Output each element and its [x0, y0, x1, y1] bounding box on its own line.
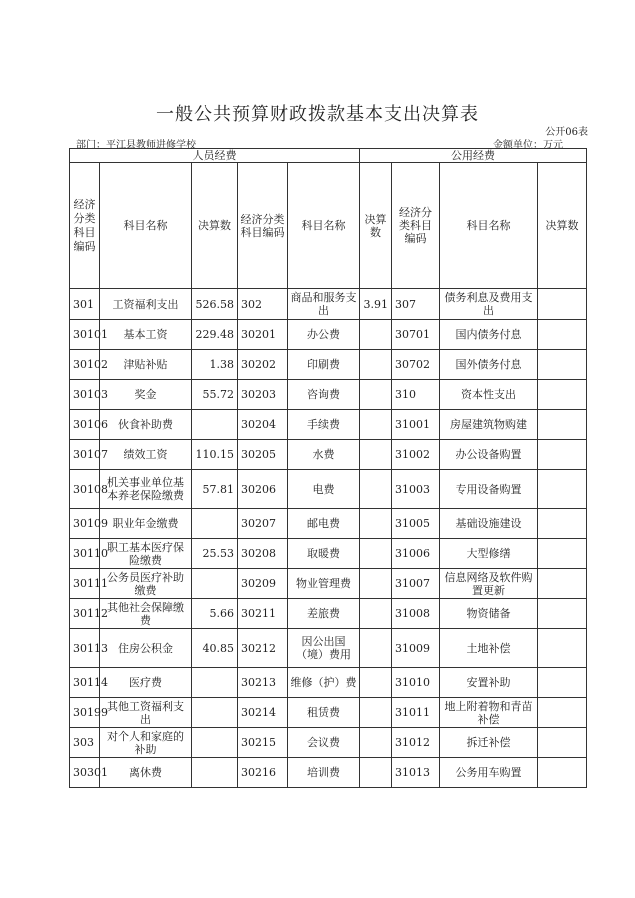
row-amount-1: 110.15: [192, 440, 238, 470]
row-code-1: 30111: [70, 569, 100, 599]
table-row: [70, 509, 587, 539]
row-name-2: 差旅费: [288, 599, 360, 629]
row-name-2: 邮电费: [288, 509, 360, 539]
code3-header: 经济分类科目编码: [392, 163, 440, 289]
row-amount-3: [538, 440, 587, 470]
row-amount-3: [538, 539, 587, 569]
code2-header: 经济分类科目编码: [238, 163, 288, 289]
row-code-1: 30113: [70, 629, 100, 668]
row-name-3: 基础设施建设: [440, 509, 538, 539]
row-amount-3: [538, 698, 587, 728]
row-amount-2: [360, 629, 392, 668]
row-amount-2: [360, 728, 392, 758]
row-amount-1: [192, 569, 238, 599]
row-code-1: 30109: [70, 509, 100, 539]
row-name-3: 土地补偿: [440, 629, 538, 668]
row-amount-2: [360, 410, 392, 440]
table-row: [70, 668, 587, 698]
row-code-2: 302: [238, 289, 288, 320]
table-row: [70, 569, 587, 599]
row-code-1: 303: [70, 728, 100, 758]
row-amount-2: [360, 599, 392, 629]
row-code-1: 30199: [70, 698, 100, 728]
row-name-3: 房屋建筑物购建: [440, 410, 538, 440]
row-code-1: 30114: [70, 668, 100, 698]
row-amount-1: [192, 728, 238, 758]
row-name-3: 大型修缮: [440, 539, 538, 569]
row-name-1: 对个人和家庭的补助: [100, 728, 192, 758]
row-amount-2: [360, 320, 392, 350]
row-code-1: 30101: [70, 320, 100, 350]
row-amount-1: 526.58: [192, 289, 238, 320]
row-name-3: 国内债务付息: [440, 320, 538, 350]
row-code-2: 30213: [238, 668, 288, 698]
row-name-3: 资本性支出: [440, 380, 538, 410]
page-title: 一般公共预算财政拨款基本支出决算表: [156, 104, 479, 125]
row-amount-2: [360, 440, 392, 470]
row-code-3: 310: [392, 380, 440, 410]
table-row: [70, 350, 587, 380]
row-code-2: 30204: [238, 410, 288, 440]
row-amount-2: [360, 350, 392, 380]
row-name-1: 职工基本医疗保险缴费: [100, 539, 192, 569]
row-amount-2: 3.91: [360, 289, 392, 320]
row-code-1: 30301: [70, 758, 100, 788]
table-row: [70, 440, 587, 470]
row-name-2: 培训费: [288, 758, 360, 788]
row-amount-2: [360, 668, 392, 698]
row-code-2: 30202: [238, 350, 288, 380]
row-amount-3: [538, 599, 587, 629]
row-amount-2: [360, 509, 392, 539]
row-name-2: 水费: [288, 440, 360, 470]
row-amount-1: 40.85: [192, 629, 238, 668]
row-name-2: 电费: [288, 470, 360, 509]
table-row: [70, 599, 587, 629]
row-code-2: 30216: [238, 758, 288, 788]
row-name-3: 办公设备购置: [440, 440, 538, 470]
personnel-group-header: 人员经费: [70, 149, 360, 163]
row-amount-3: [538, 410, 587, 440]
row-code-1: 30108: [70, 470, 100, 509]
row-name-1: 其他社会保障缴费: [100, 599, 192, 629]
row-name-2: 印刷费: [288, 350, 360, 380]
row-name-1: 伙食补助费: [100, 410, 192, 440]
row-code-2: 30209: [238, 569, 288, 599]
row-name-1: 工资福利支出: [100, 289, 192, 320]
row-code-3: 31011: [392, 698, 440, 728]
row-name-1: 医疗费: [100, 668, 192, 698]
amount-header: 决算数: [192, 163, 238, 289]
row-amount-1: [192, 698, 238, 728]
row-amount-3: [538, 320, 587, 350]
row-code-2: 30201: [238, 320, 288, 350]
row-name-1: 公务员医疗补助缴费: [100, 569, 192, 599]
row-name-1: 津贴补贴: [100, 350, 192, 380]
row-name-2: 手续费: [288, 410, 360, 440]
row-code-2: 30208: [238, 539, 288, 569]
row-amount-3: [538, 569, 587, 599]
table-row: [70, 320, 587, 350]
row-amount-1: 5.66: [192, 599, 238, 629]
row-name-1: 离休费: [100, 758, 192, 788]
row-name-3: 安置补助: [440, 668, 538, 698]
row-name-1: 奖金: [100, 380, 192, 410]
row-name-2: 维修（护）费: [288, 668, 360, 698]
row-amount-3: [538, 668, 587, 698]
name3-header: 科目名称: [440, 163, 538, 289]
row-name-3: 信息网络及软件购置更新: [440, 569, 538, 599]
row-code-3: 31012: [392, 728, 440, 758]
row-amount-1: [192, 758, 238, 788]
table-row: [70, 728, 587, 758]
row-code-1: 301: [70, 289, 100, 320]
row-code-2: 30215: [238, 728, 288, 758]
row-name-1: 机关事业单位基本养老保险缴费: [100, 470, 192, 509]
row-code-3: 31003: [392, 470, 440, 509]
row-code-3: 31001: [392, 410, 440, 440]
row-code-3: 31009: [392, 629, 440, 668]
row-amount-1: 229.48: [192, 320, 238, 350]
table-row: [70, 539, 587, 569]
row-code-3: 31005: [392, 509, 440, 539]
row-amount-2: [360, 698, 392, 728]
public-group-header: 公用经费: [360, 149, 587, 163]
row-amount-3: [538, 350, 587, 380]
row-amount-3: [538, 470, 587, 509]
row-amount-1: [192, 509, 238, 539]
form-number: 公开06表: [545, 127, 588, 138]
row-code-3: 31006: [392, 539, 440, 569]
code-header: 经济分类科目编码: [70, 163, 100, 289]
row-amount-2: [360, 569, 392, 599]
table-row: [70, 698, 587, 728]
row-name-2: 取暖费: [288, 539, 360, 569]
row-code-1: 30103: [70, 380, 100, 410]
row-code-1: 30110: [70, 539, 100, 569]
row-amount-3: [538, 758, 587, 788]
row-name-1: 其他工资福利支出: [100, 698, 192, 728]
row-name-1: 住房公积金: [100, 629, 192, 668]
row-code-3: 31013: [392, 758, 440, 788]
row-name-3: 地上附着物和青苗补偿: [440, 698, 538, 728]
row-name-1: 绩效工资: [100, 440, 192, 470]
name2-header: 科目名称: [288, 163, 360, 289]
amount-unit-label: 金额单位：万元: [493, 140, 563, 151]
row-name-3: 国外债务付息: [440, 350, 538, 380]
row-name-3: 拆迁补偿: [440, 728, 538, 758]
row-name-1: 职业年金缴费: [100, 509, 192, 539]
row-code-3: 31010: [392, 668, 440, 698]
row-code-2: 30206: [238, 470, 288, 509]
row-name-3: 公务用车购置: [440, 758, 538, 788]
table-row: [70, 289, 587, 320]
table-row: [70, 470, 587, 509]
row-code-2: 30212: [238, 629, 288, 668]
row-name-2: 会议费: [288, 728, 360, 758]
row-amount-3: [538, 509, 587, 539]
table-row: [70, 410, 587, 440]
row-name-3: 物资储备: [440, 599, 538, 629]
row-code-2: 30214: [238, 698, 288, 728]
row-amount-1: [192, 668, 238, 698]
row-name-3: 债务利息及费用支出: [440, 289, 538, 320]
table-row: [70, 629, 587, 668]
row-amount-1: [192, 410, 238, 440]
row-amount-1: 57.81: [192, 470, 238, 509]
row-name-2: 咨询费: [288, 380, 360, 410]
row-name-2: 商品和服务支出: [288, 289, 360, 320]
row-amount-1: 1.38: [192, 350, 238, 380]
row-amount-2: [360, 758, 392, 788]
amount2-header: 决算数: [360, 163, 392, 289]
row-amount-2: [360, 539, 392, 569]
row-code-3: 30702: [392, 350, 440, 380]
row-code-1: 30106: [70, 410, 100, 440]
row-code-1: 30107: [70, 440, 100, 470]
row-amount-1: 25.53: [192, 539, 238, 569]
expenditure-table: [69, 148, 587, 788]
row-code-3: 31002: [392, 440, 440, 470]
row-name-2: 因公出国（境）费用: [288, 629, 360, 668]
row-code-2: 30207: [238, 509, 288, 539]
row-amount-2: [360, 470, 392, 509]
row-code-3: 307: [392, 289, 440, 320]
row-code-3: 30701: [392, 320, 440, 350]
row-name-1: 基本工资: [100, 320, 192, 350]
row-code-2: 30205: [238, 440, 288, 470]
row-code-2: 30203: [238, 380, 288, 410]
row-amount-3: [538, 629, 587, 668]
department-label: 部门：平江县教师进修学校: [76, 140, 196, 151]
row-code-3: 31007: [392, 569, 440, 599]
item-name-header: 科目名称: [100, 163, 192, 289]
row-amount-3: [538, 289, 587, 320]
table-row: [70, 758, 587, 788]
row-name-3: 专用设备购置: [440, 470, 538, 509]
row-code-1: 30112: [70, 599, 100, 629]
row-name-2: 办公费: [288, 320, 360, 350]
row-name-2: 租赁费: [288, 698, 360, 728]
row-amount-2: [360, 380, 392, 410]
row-amount-3: [538, 728, 587, 758]
row-code-1: 30102: [70, 350, 100, 380]
amount3-header: 决算数: [538, 163, 587, 289]
table-row: [70, 380, 587, 410]
row-amount-1: 55.72: [192, 380, 238, 410]
row-name-2: 物业管理费: [288, 569, 360, 599]
row-code-3: 31008: [392, 599, 440, 629]
row-code-2: 30211: [238, 599, 288, 629]
row-amount-3: [538, 380, 587, 410]
